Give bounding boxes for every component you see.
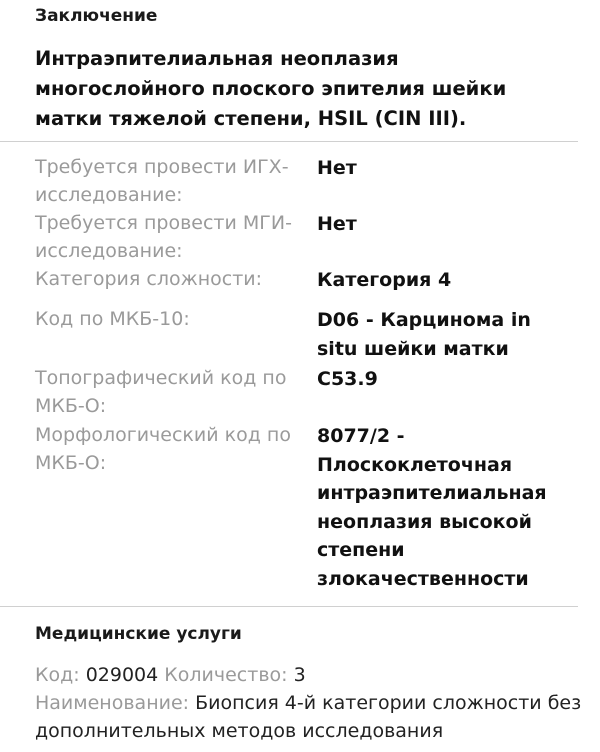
divider (0, 606, 578, 607)
detail-row-category (35, 265, 565, 305)
detail-row-topography (35, 364, 565, 421)
detail-value: Нет (317, 157, 357, 179)
detail-value: D06 - Карцинома in situ шейки матки (317, 309, 531, 360)
detail-label: Морфологический код по МКБ-О: (35, 424, 291, 474)
detail-value: 8077/2 - Плоскоклеточная интраэпителиальная неоплазия высокой степени злокачественности (317, 425, 547, 590)
details-list (35, 153, 565, 593)
service-code-value: 029004 (85, 664, 159, 686)
service-name-line (35, 689, 595, 745)
detail-value: Категория 4 (317, 269, 452, 291)
detail-label: Код по МКБ-10: (35, 308, 190, 330)
detail-value: C53.9 (317, 368, 378, 390)
detail-label: Требуется провести МГИ-исследование: (35, 212, 292, 262)
service-name-label: Наименование: (35, 692, 190, 714)
service-name-value: Биопсия 4-й категории сложности без дополнительных методов исследования (35, 692, 582, 742)
detail-label: Топографический код по МКБ-О: (35, 367, 287, 417)
service-entry (35, 661, 595, 745)
conclusion-heading: Заключение (35, 6, 158, 26)
conclusion-text: Интраэпителиальная неоплазия многослойного плоского эпителия шейки матки тяжелой степени, HSIL (CIN III). (35, 47, 507, 130)
detail-row-icd10 (35, 305, 565, 364)
detail-row-igh (35, 153, 565, 209)
divider (0, 141, 578, 142)
service-quantity-label: Количество: (164, 664, 288, 686)
detail-row-mgi (35, 209, 565, 265)
detail-row-morphology (35, 421, 565, 593)
service-code-line (35, 661, 595, 689)
detail-label: Категория сложности: (35, 268, 263, 290)
detail-label: Требуется провести ИГХ-исследование: (35, 156, 289, 206)
services-heading: Медицинские услуги (35, 624, 242, 644)
detail-value: Нет (317, 213, 357, 235)
service-code-label: Код: (35, 664, 80, 686)
service-quantity-value: 3 (293, 664, 306, 686)
